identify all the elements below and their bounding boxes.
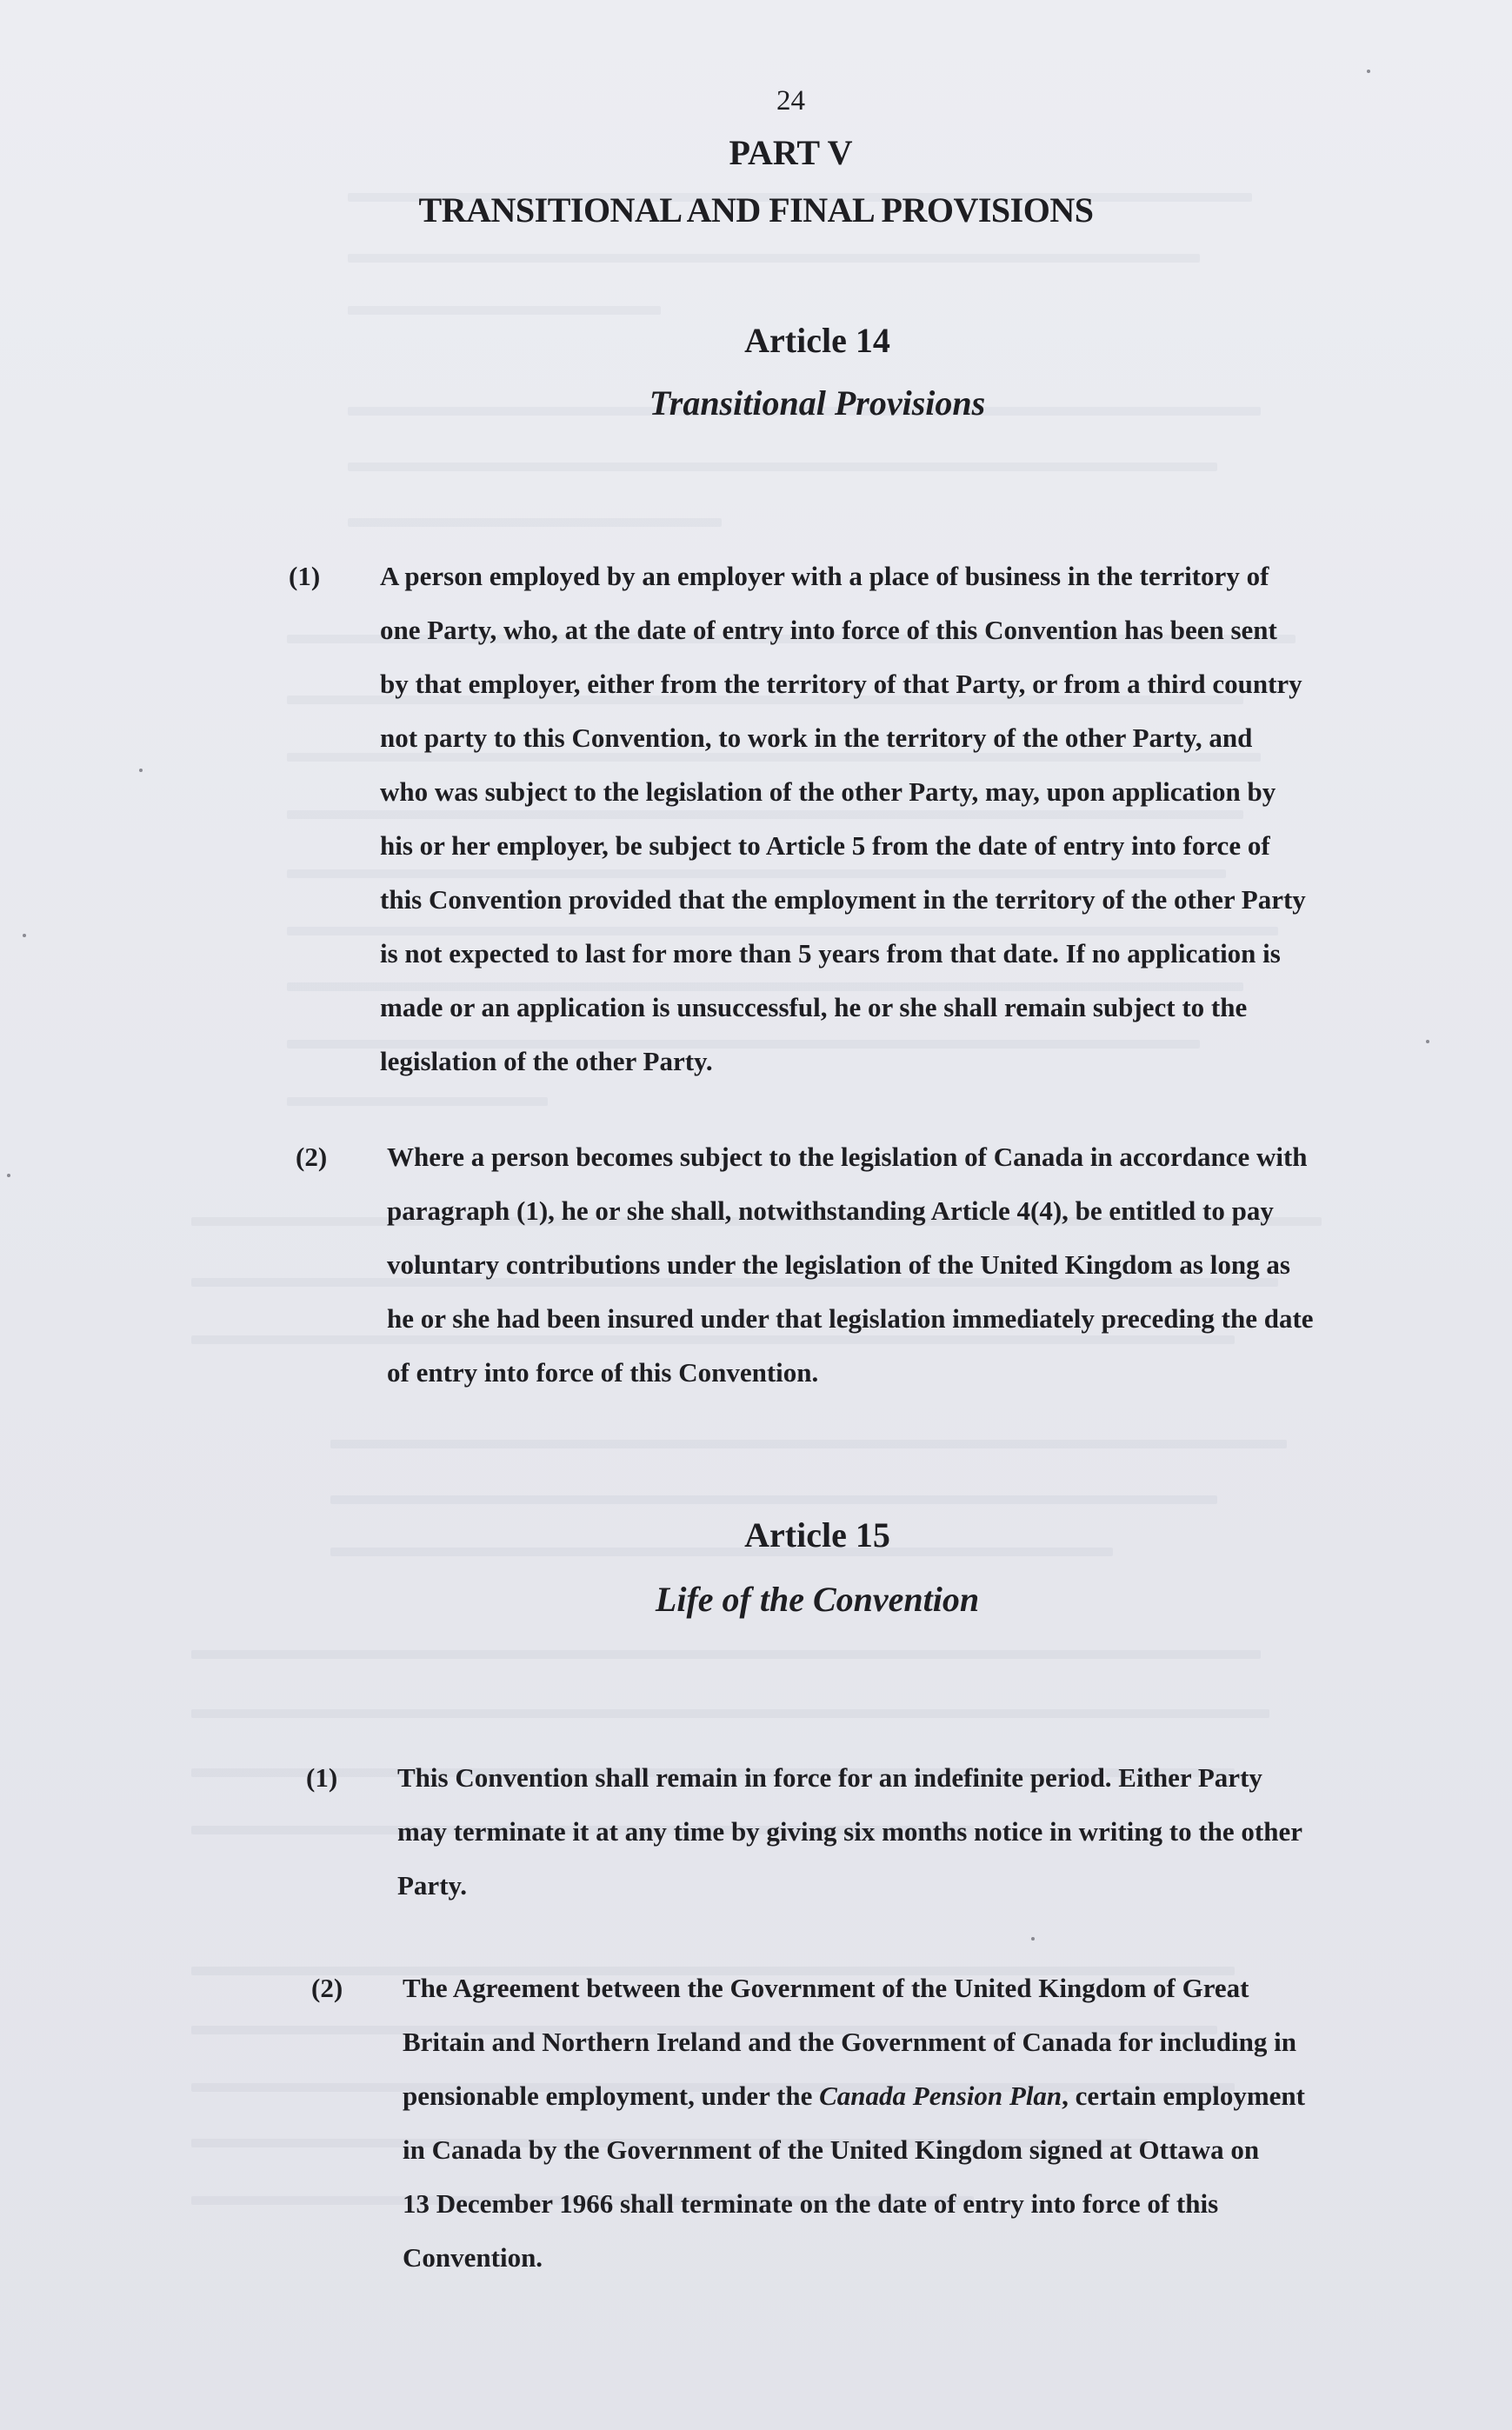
paragraph-text [380, 549, 1306, 1089]
paragraph-line [403, 2069, 1305, 2123]
scan-speck [1031, 1937, 1035, 1941]
paragraph-line: of entry into force of this Convention. [387, 1357, 819, 1388]
paragraph-text [397, 1751, 1302, 1913]
paragraph-line: The Agreement between the Government of the United Kingdom of Great [403, 1973, 1249, 2003]
scan-speck [1426, 1040, 1429, 1043]
article-heading: Article 14 [744, 321, 890, 360]
paragraph-line: he or she had been insured under that legislation immediately preceding the date [387, 1303, 1314, 1334]
paragraph-line: made or an application is unsuccessful, he or she shall remain subject to the [380, 992, 1248, 1022]
paragraph-line: Where a person becomes subject to the legislation of Canada in accordance with [387, 1142, 1308, 1172]
line-prefix: pensionable employment, under the [403, 2080, 820, 2111]
paragraph-line: A person employed by an employer with a place of business in the territory of [380, 561, 1269, 591]
part-title: PART V [729, 133, 853, 172]
paragraph-line: voluntary contributions under the legislation of the United Kingdom as long as [387, 1249, 1290, 1280]
canada-pension-plan-title: Canada Pension Plan [819, 2080, 1062, 2111]
paragraph-number: (2) [311, 1973, 343, 2003]
paragraph-text [387, 1130, 1314, 1400]
article-heading: Article 15 [744, 1515, 890, 1555]
paragraph-line: legislation of the other Party. [380, 1046, 713, 1076]
paragraph-line: his or her employer, be subject to Article 5 from the date of entry into force of [380, 830, 1270, 861]
paragraph-line: Britain and Northern Ireland and the Government of Canada for including in [403, 2027, 1296, 2057]
scan-speck [139, 769, 143, 772]
paragraph-line: is not expected to last for more than 5 years from that date. If no application is [380, 938, 1281, 969]
paragraph-line: not party to this Convention, to work in the territory of the other Party, and [380, 722, 1253, 753]
paragraph-line: one Party, who, at the date of entry into force of this Convention has been sent [380, 615, 1277, 645]
paragraph-text [403, 1961, 1305, 2285]
paragraph-line: This Convention shall remain in force for an indefinite period. Either Party [397, 1762, 1262, 1793]
scan-speck [1367, 70, 1370, 73]
paragraph-number: (1) [289, 561, 321, 591]
paragraph-line: who was subject to the legislation of the other Party, may, upon application by [380, 776, 1276, 807]
article-caption: Transitional Provisions [649, 383, 986, 423]
paragraph-number: (2) [296, 1142, 328, 1172]
paragraph-line: this Convention provided that the employment in the territory of the other Party [380, 884, 1306, 915]
paragraph-number: (1) [306, 1762, 338, 1793]
paragraph-line: Convention. [403, 2242, 543, 2273]
part-subtitle: TRANSITIONAL AND FINAL PROVISIONS [418, 190, 1094, 230]
paragraph-line: Party. [397, 1870, 468, 1901]
paragraph-line: 13 December 1966 shall terminate on the date of entry into force of this [403, 2188, 1219, 2219]
page-number: 24 [776, 85, 805, 117]
scan-speck [23, 934, 26, 937]
scan-speck [7, 1174, 10, 1177]
paragraph-line: by that employer, either from the territory of that Party, or from a third country [380, 669, 1302, 699]
paragraph-line: paragraph (1), he or she shall, notwithstanding Article 4(4), be entitled to pay [387, 1195, 1274, 1226]
paragraph-line: may terminate it at any time by giving six months notice in writing to the other [397, 1816, 1302, 1847]
paragraph-line: in Canada by the Government of the United Kingdom signed at Ottawa on [403, 2134, 1260, 2165]
article-caption: Life of the Convention [655, 1580, 980, 1619]
line-suffix: , certain employment [1062, 2080, 1305, 2111]
